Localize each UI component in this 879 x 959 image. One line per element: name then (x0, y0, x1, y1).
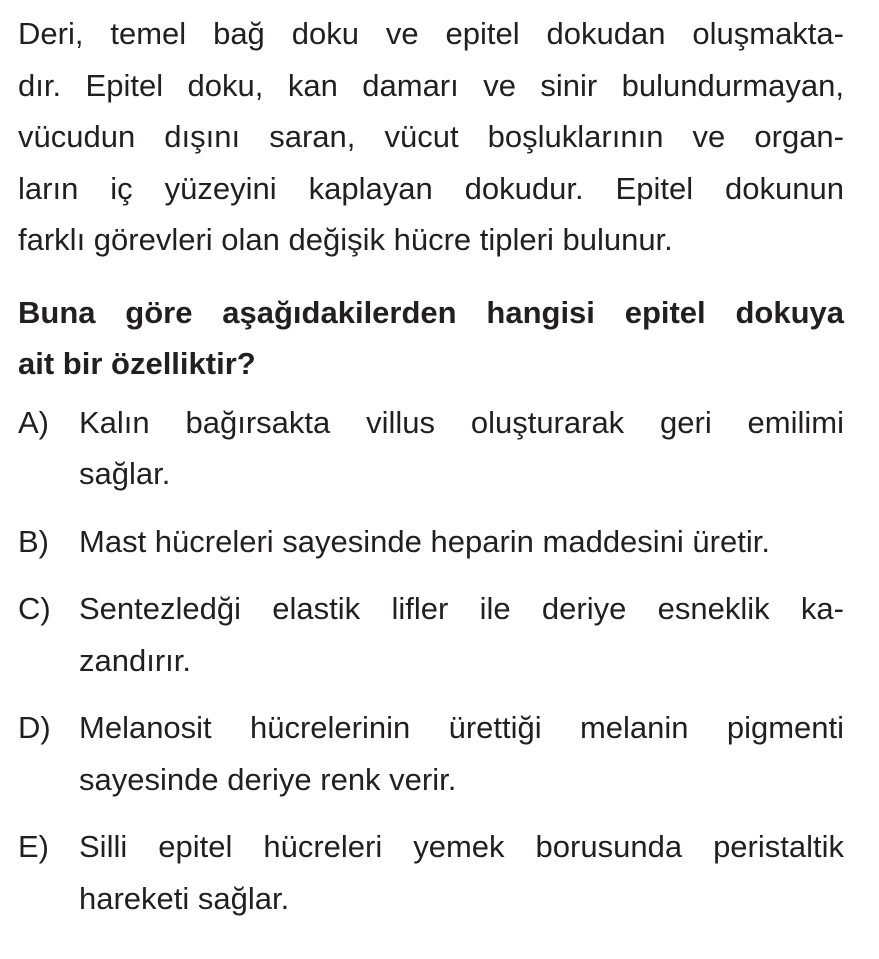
passage-line: farklı görevleri olan değişik hücre tipleri bulunur. (18, 222, 673, 257)
option-line: Sentezledği elastik lifler ile deriye esneklik ka- (79, 591, 844, 626)
passage-line: dır. Epitel doku, kan damarı ve sinir bulundurmayan, (18, 67, 844, 103)
option-a[interactable] (18, 397, 844, 500)
option-e[interactable] (18, 821, 844, 924)
question-line: ait bir özelliktir? (18, 346, 256, 381)
passage-line: vücudun dışını saran, vücut boşluklarının ve organ- (18, 119, 844, 154)
option-c[interactable] (18, 583, 844, 686)
question-stem (18, 287, 844, 390)
option-d[interactable] (18, 702, 844, 805)
option-line: Kalın bağırsakta villus oluşturarak geri emilimi (79, 404, 844, 440)
option-letter: E) (18, 829, 49, 864)
passage-line: ların iç yüzeyini kaplayan dokudur. Epitel dokunun (18, 170, 844, 206)
passage-text (18, 8, 844, 266)
option-letter: C) (18, 591, 51, 626)
question-page (18, 8, 844, 940)
answer-options (18, 397, 844, 925)
option-line: hareketi sağlar. (79, 880, 290, 916)
passage-line: Deri, temel bağ doku ve epitel dokudan oluşmakta- (18, 16, 844, 51)
option-letter: B) (18, 523, 49, 559)
option-letter: D) (18, 710, 51, 745)
option-line: Melanosit hücrelerinin ürettiği melanin pigmenti (79, 710, 844, 745)
option-b[interactable] (18, 516, 844, 568)
option-letter: A) (18, 404, 49, 440)
option-line: sayesinde deriye renk verir. (79, 761, 457, 797)
option-line: zandırır. (79, 642, 191, 678)
option-line: sağlar. (79, 456, 171, 491)
question-line: Buna göre aşağıdakilerden hangisi epitel dokuya (18, 294, 844, 330)
option-line: Silli epitel hücreleri yemek borusunda peristaltik (79, 829, 844, 864)
option-line: Mast hücreleri sayesinde heparin maddesini üretir. (79, 523, 770, 559)
